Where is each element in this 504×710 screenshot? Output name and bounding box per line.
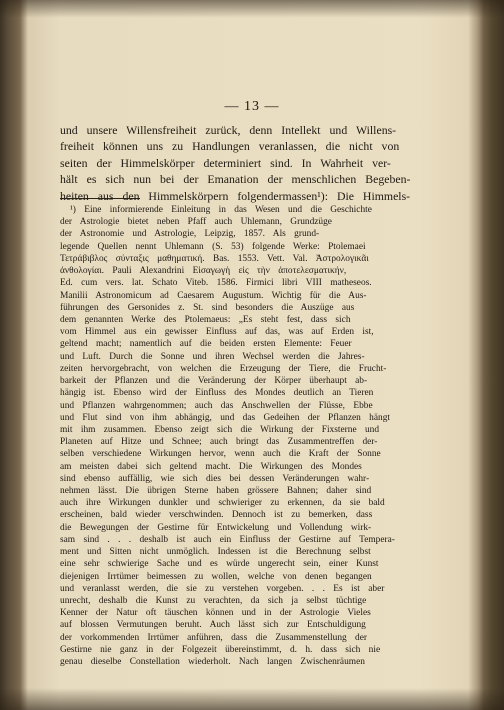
footnote-line: barkeit der Pflanzen und die Veränderung der Körper überhaupt ab-	[60, 376, 368, 387]
footnote-line: und veranlasst werden, die sie zu verstehen vorgeben. . . Es ist aber	[60, 583, 385, 594]
footnote-line: auf blossen Vermutungen beruht. Auch lässt sich zur Entschuldigung	[60, 620, 366, 631]
footnote-line: erscheinen, bald wieder verschwinden. Dennoch ist zu bemerken, dass	[60, 510, 373, 521]
footnote-line: sam sind . . . deshalb ist auch ein Einfluss der Gestirne auf Tempera-	[60, 534, 395, 545]
footnote-text	[60, 204, 457, 668]
footnote-line: ment und Sitten nicht unmöglich. Indessen ist die Berechnung selbst	[60, 547, 371, 558]
footnote-line: genau dieselbe Constellation wiederholt. Nach langen Zwischenräumen	[60, 657, 365, 668]
body-text	[60, 122, 457, 204]
footnote-line: und Flut sind von ihm abhängig, und das Gedeihen der Pflanzen hängt	[60, 412, 391, 423]
footnote-line: Τετράβιβλος σύνταξις μαθηματική. Bas. 1553. Vett. Val. Ἀστρολογικᾶι	[60, 253, 369, 264]
footnote-line: der Astrologie bietet neben Pfaff auch Uhlemann, Grundzüge	[60, 217, 332, 228]
footnote-line: diejenigen Irrtümer beimessen zu wollen, welche von denen begangen	[60, 571, 372, 582]
footnote-line: der vorkommenden Irrtümer anführen, dass die Zusammenstellung der	[60, 632, 368, 643]
page-number: — 13 —	[224, 99, 280, 114]
footnote-line: nehmen lässt. Die übrigen Sterne haben grössere Bahnen; daher sind	[60, 486, 372, 497]
footnote-line: Kenner der Natur oft täuschen können und in der Astrologie Vieles	[60, 608, 371, 619]
body-line: und unsere Willensfreiheit zurück, denn Intellekt und Willens-	[60, 123, 397, 137]
footnote-line: zeiten hervorgebracht, von welchen die Erzeugung der Tiere, die Frucht-	[60, 363, 387, 374]
footnote-line: Ed. cum vers. lat. Schato Viteb. 1586. Firmici libri VIII matheseos.	[60, 278, 372, 289]
bottom-shadow	[0, 688, 504, 710]
footnote-line: vom Himmel aus ein gewisser Einfluss auf das, was auf Erden ist,	[60, 327, 374, 338]
footnote-line: hängig ist. Ebenso wird der Einfluss des Mondes deutlich an Tieren	[60, 388, 374, 399]
footnote-line: unrecht, deshalb die Kunst zu verachten, da sich ja selbst tüchtige	[60, 596, 367, 606]
footnote-line: der Astronomie und Astrologie, Leipzig, 1857. Als grund-	[60, 229, 320, 240]
body-line: seiten der Himmelskörper determiniert sind. In Wahrheit ver-	[60, 155, 391, 170]
footnote-line: am meisten dabei sich geltend macht. Die Wirkungen des Mondes	[60, 461, 362, 472]
footnote-line: eine sehr schwierige Sache und es würde ungerecht sein, einer Kunst	[60, 559, 379, 570]
footnote-line: legende Quellen nennt Uhlemann (S. 53) folgende Werke: Ptolemaei	[60, 241, 366, 252]
footnote-line: die Bewegungen der Gestirne für Entwickelung und Vollendung wirk-	[60, 522, 372, 533]
body-line: hält es sich nun bei der Emanation der menschlichen Begeben-	[60, 172, 411, 187]
footnote-separator	[60, 198, 140, 199]
footnote-line: Planeten auf Hitze und Schnee; auch bringt das Zusammentreffen der-	[60, 437, 378, 448]
footnote-line: ἀνθολογίαι. Pauli Alexandrini Εἰσαγωγὴ εἰς τὴν ἀποτελεσματικήν,	[60, 266, 347, 277]
footnote-line: Gestirne nie ganz in der Folgezeit übereinstimmt, d. h. dass sich nie	[60, 644, 381, 655]
body-line: freiheit können uns zu Handlungen veranlassen, die nicht von	[60, 139, 400, 154]
footnote-line: geltend macht; namentlich auf die beiden ersten Elemente: Feuer	[60, 339, 352, 350]
footnote-line: und Pflanzen wahrgenommen; auch das Anschwellen der Flüsse, Ebbe	[60, 400, 373, 411]
footnote-line: ¹) Eine informierende Einleitung in das Wesen und die Geschichte	[70, 205, 372, 215]
footnote-line: sind ebenso auffällig, wie sich dies bei dessen Veränderungen wahr-	[60, 473, 370, 484]
footnote-line: Manilii Astronomicum ad Caesarem Augustum. Wichtig für die Aus-	[60, 290, 367, 301]
footnote-line: und Luft. Durch die Sonne und ihren Wechsel werden die Jahres-	[60, 351, 365, 362]
footnote-line: mit ihm zusammen. Ebenso zeigt sich die Wirkung der Fixsterne und	[60, 424, 380, 435]
footnote-line: führungen des Gersonides z. St. sind besonders die Auszüge aus	[60, 302, 355, 313]
top-shadow	[0, 0, 504, 18]
footnote-line: dem genannten Werke des Ptolemaeus: „Es steht fest, dass sich	[60, 314, 351, 325]
footnote-line: auch ihre Wirkungen dunkler und schwieriger zu erkennen, da sie bald	[60, 498, 385, 509]
footnote-line: selben verschiedene Wirkungen hervor, wenn auch die Kraft der Sonne	[60, 449, 381, 460]
body-line: heiten aus den Himmelskörpern folgendermassen¹): Die Himmels-	[60, 188, 411, 203]
